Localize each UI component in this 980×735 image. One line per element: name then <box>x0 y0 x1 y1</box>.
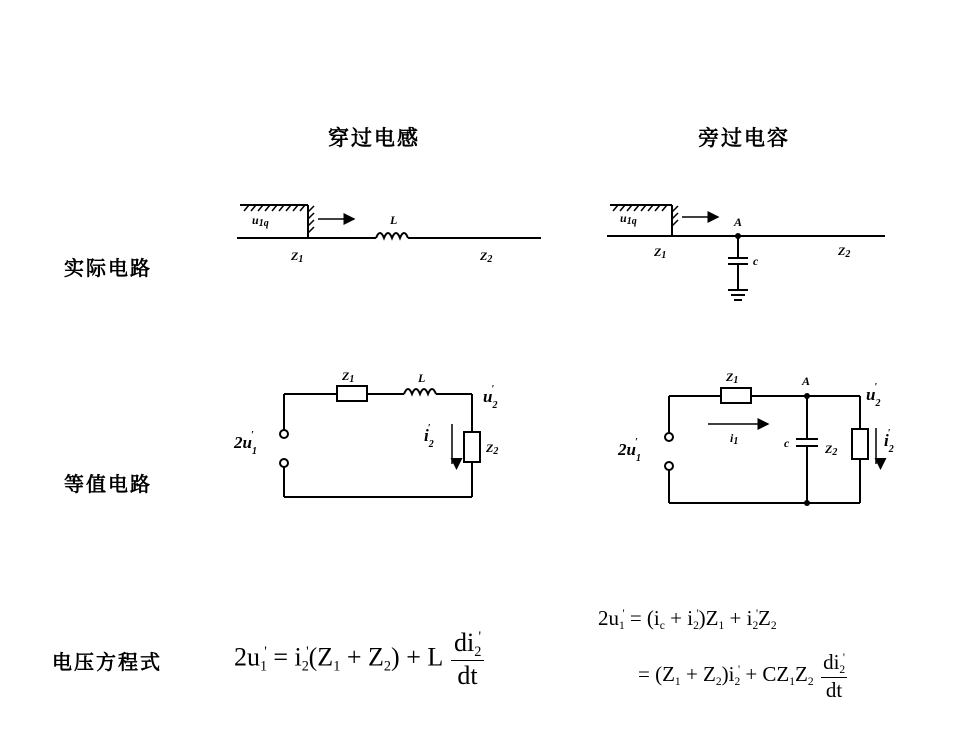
actual-circuit-capacitor <box>607 205 885 300</box>
c-label-eq: c <box>784 436 790 450</box>
equation-through-inductor: 2u1' = i2'(Z1 + Z2) + L $\frac{di2'}{dt}$ <box>234 628 486 691</box>
actual-circuit-inductor <box>237 205 541 265</box>
A-label-eq: A <box>802 374 811 388</box>
c-label: c <box>753 254 759 268</box>
i2-prime-label: $i_2'$ <box>424 423 434 450</box>
equation-bypass-capacitor-line1: 2u1' = (ic + i2')Z1 + i2'Z2 <box>598 606 777 633</box>
i1-label: i1 <box>730 431 739 447</box>
Z1-label: Z1 <box>291 249 304 265</box>
A-label: A <box>734 215 743 229</box>
header-through-inductor: 穿过电感 <box>328 126 420 150</box>
L-label-eq: L <box>418 371 426 385</box>
Z1-label-eq-right: Z1 <box>726 370 739 386</box>
Z2-label: Z2 <box>480 249 493 265</box>
i2-prime-label-right: $i_2'$ <box>884 428 894 455</box>
row-label-voltage-equation: 电压方程式 <box>52 650 162 674</box>
equivalent-circuit-inductor <box>233 369 498 497</box>
equation-bypass-capacitor-line2: = (Z1 + Z2)i2' + CZ1Z2 $\frac{di2'}{dt}$ <box>638 650 846 703</box>
u1q-label-right: u1q <box>620 211 637 227</box>
Z2-label-eq: Z2 <box>486 441 499 457</box>
u2-prime-label-right: $u_2'$ <box>866 382 881 409</box>
Z2-label-eq-right: Z2 <box>825 442 838 458</box>
equivalent-circuit-capacitor <box>617 370 894 506</box>
Z1-label-right: Z1 <box>654 245 667 261</box>
two-u1-prime-label-right: $2u_1'$ <box>618 437 641 464</box>
row-label-actual-circuit: 实际电路 <box>64 256 152 280</box>
header-bypass-capacitor: 旁过电容 <box>698 126 790 150</box>
Z1-label-eq: Z1 <box>342 369 355 385</box>
L-label: L <box>390 213 398 227</box>
Z2-label-right: Z2 <box>838 244 851 260</box>
u2-prime-label: $u_2'$ <box>483 384 498 411</box>
two-u1-prime-label: $2u_1'$ <box>234 430 257 457</box>
u1q-label: u1q <box>252 213 269 229</box>
row-label-equivalent-circuit: 等值电路 <box>64 472 152 496</box>
